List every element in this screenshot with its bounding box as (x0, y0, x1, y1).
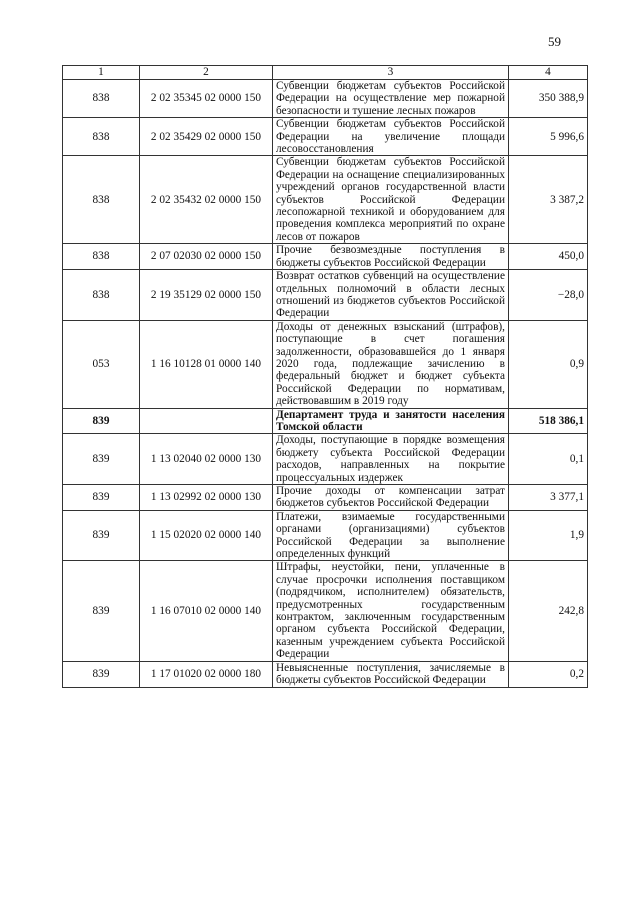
amount-cell: 0,2 (509, 661, 588, 687)
revenue-table (62, 65, 588, 688)
table-row (63, 270, 588, 321)
revenue-code-cell: 1 13 02992 02 0000 130 (140, 485, 273, 511)
admin-code-cell: 839 (63, 561, 140, 661)
amount-cell: 5 996,6 (509, 118, 588, 156)
amount-cell: 518 386,1 (509, 408, 588, 434)
revenue-code-cell: 1 15 02020 02 0000 140 (140, 510, 273, 561)
revenue-name-cell: Департамент труда и занятости населения Томской области (273, 408, 509, 434)
amount-cell: 0,1 (509, 434, 588, 485)
admin-code-cell: 839 (63, 661, 140, 687)
revenue-name-cell: Доходы от денежных взысканий (штрафов), поступающие в счет погашения задолженности, образовавшейся до 1 января 2020 года, подлежащие зачислению в федеральный бюджет и бюджет субъекта Российской Федерации по нормативам, действовавшим в 2019 году (273, 320, 509, 408)
revenue-name-cell: Прочие доходы от компенсации затрат бюджетов субъектов Российской Федерации (273, 485, 509, 511)
table-row (63, 118, 588, 156)
admin-code-cell: 838 (63, 270, 140, 321)
revenue-code-cell (140, 408, 273, 434)
table-row (63, 485, 588, 511)
amount-cell: 0,9 (509, 320, 588, 408)
amount-cell: 350 388,9 (509, 80, 588, 118)
admin-code-cell: 838 (63, 118, 140, 156)
revenue-name-cell: Субвенции бюджетам субъектов Российской Федерации на увеличение площади лесовосстановления (273, 118, 509, 156)
admin-code-cell: 839 (63, 510, 140, 561)
revenue-name-cell: Доходы, поступающие в порядке возмещения бюджету субъекта Российской Федерации расходов, направленных на покрытие процессуальных издержек (273, 434, 509, 485)
column-header: 1 (63, 66, 140, 80)
revenue-code-cell: 1 16 07010 02 0000 140 (140, 561, 273, 661)
table-row (63, 510, 588, 561)
revenue-code-cell: 2 02 35345 02 0000 150 (140, 80, 273, 118)
table-header-row (63, 66, 588, 80)
column-header: 4 (509, 66, 588, 80)
amount-cell: 450,0 (509, 244, 588, 270)
revenue-code-cell: 2 02 35432 02 0000 150 (140, 156, 273, 244)
admin-code-cell: 839 (63, 485, 140, 511)
revenue-name-cell: Прочие безвозмездные поступления в бюджеты субъектов Российской Федерации (273, 244, 509, 270)
revenue-name-cell: Субвенции бюджетам субъектов Российской Федерации на осуществление мер пожарной безопасности и тушение лесных пожаров (273, 80, 509, 118)
revenue-code-cell: 2 07 02030 02 0000 150 (140, 244, 273, 270)
revenue-code-cell: 2 02 35429 02 0000 150 (140, 118, 273, 156)
admin-code-cell: 053 (63, 320, 140, 408)
admin-code-cell: 839 (63, 434, 140, 485)
page-number: 59 (548, 34, 561, 49)
admin-code-cell: 838 (63, 80, 140, 118)
table-row (63, 320, 588, 408)
table-row (63, 561, 588, 661)
admin-code-cell: 838 (63, 156, 140, 244)
revenue-code-cell: 1 17 01020 02 0000 180 (140, 661, 273, 687)
amount-cell: 3 387,2 (509, 156, 588, 244)
revenue-name-cell: Возврат остатков субвенций на осуществление отдельных полномочий в области лесных отношений из бюджетов субъектов Российской Федерации (273, 270, 509, 321)
admin-code-cell: 839 (63, 408, 140, 434)
revenue-name-cell: Платежи, взимаемые государственными органами (организациями) субъектов Российской Федерации за выполнение определенных функций (273, 510, 509, 561)
table-row (63, 156, 588, 244)
revenue-name-cell: Штрафы, неустойки, пени, уплаченные в случае просрочки исполнения поставщиком (подрядчиком, исполнителем) обязательств, предусмотренных государственным контрактом, заключенным государственным органом субъекта Российской Федерации, казенным учреждением субъекта Российской Федерации (273, 561, 509, 661)
column-header: 3 (273, 66, 509, 80)
admin-code-cell: 838 (63, 244, 140, 270)
column-header: 2 (140, 66, 273, 80)
revenue-code-cell: 1 13 02040 02 0000 130 (140, 434, 273, 485)
table-row (63, 661, 588, 687)
table-body (63, 80, 588, 688)
revenue-name-cell: Невыясненные поступления, зачисляемые в бюджеты субъектов Российской Федерации (273, 661, 509, 687)
revenue-code-cell: 1 16 10128 01 0000 140 (140, 320, 273, 408)
table-row (63, 80, 588, 118)
revenue-code-cell: 2 19 35129 02 0000 150 (140, 270, 273, 321)
department-row (63, 408, 588, 434)
amount-cell: 242,8 (509, 561, 588, 661)
amount-cell: 1,9 (509, 510, 588, 561)
table-row (63, 244, 588, 270)
amount-cell: −28,0 (509, 270, 588, 321)
table-row (63, 434, 588, 485)
revenue-name-cell: Субвенции бюджетам субъектов Российской Федерации на оснащение специализированных учреждений органов государственной власти субъектов Российской Федерации лесопожарной техникой и оборудованием для проведения комплекса мероприятий по охране лесов от пожаров (273, 156, 509, 244)
amount-cell: 3 377,1 (509, 485, 588, 511)
